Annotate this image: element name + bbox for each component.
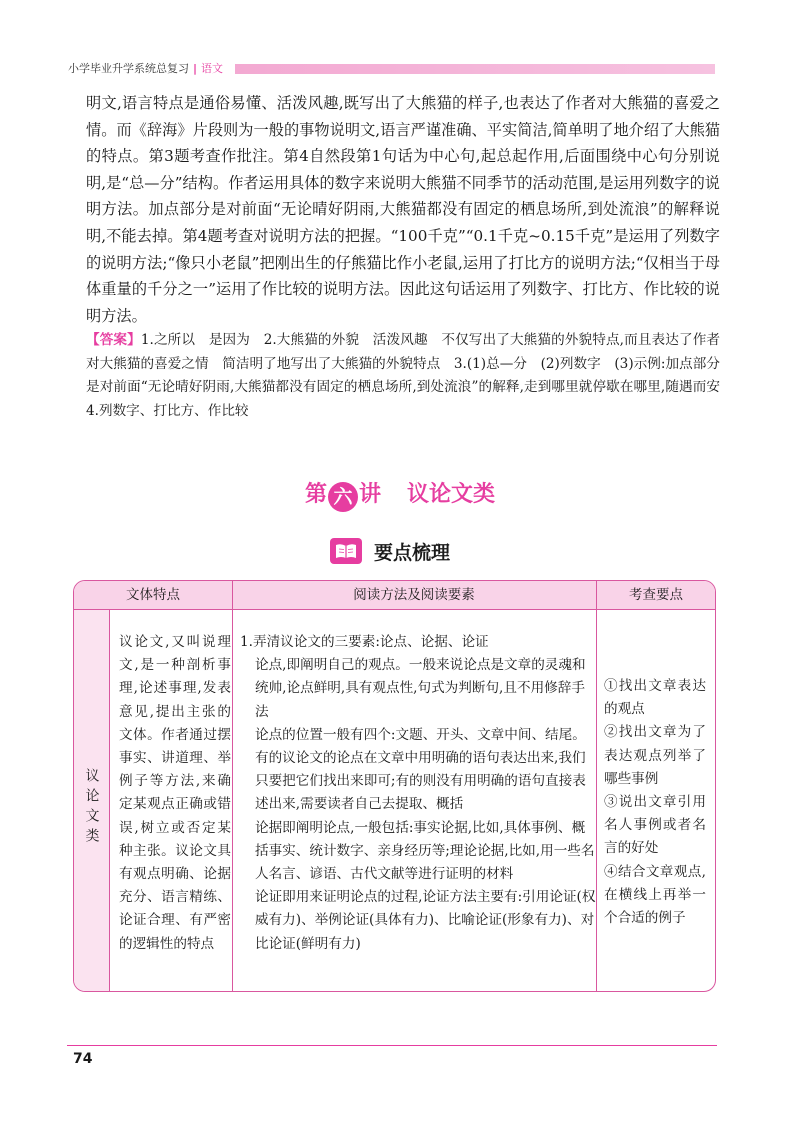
- page-number: 74: [73, 1051, 93, 1067]
- analysis-block: [86, 90, 734, 423]
- column-divider: [596, 581, 597, 991]
- method-paragraph: 论证即用来证明论点的过程,论证方法主要有:引用论证(权威有力)、举例论证(具体有力)、比喻论证(形象有力)、对比论证(鲜明有力): [255, 889, 596, 952]
- answer-paragraph: [86, 329, 734, 423]
- section-heading-text: 要点梳理: [374, 541, 451, 564]
- row-label: [74, 625, 109, 991]
- answer-text: 1.之所以 是因为 2.大熊猫的外貌 活泼风趣 不仅写出了大熊猫的外貌特点,而且表达了作者对大熊猫的喜爱之情 简洁明了地写出了大熊猫的外貌特点 3.(1)总—分 (2)列数字 (3)示例:加点部分是对前面“无论晴好阴雨,大熊猫都没有固定的栖息场所,到处流浪”的解释,走到哪里就停歇在哪里,随遇而安 4.列数字、打比方、作比较: [86, 332, 734, 419]
- key-points-cell: [604, 675, 706, 930]
- row-label-text: 议论文类: [83, 768, 100, 848]
- methods-cell: [240, 631, 596, 956]
- method-paragraph: 论点,即阐明自己的观点。一般来说论点是文章的灵魂和统帅,论点鲜明,具有观点性,句式为判断句,且不用修辞手法: [255, 657, 586, 720]
- method-title: 1.弄清议论文的三要素:论点、论据、论证: [240, 634, 489, 650]
- header-decorative-bar: [235, 64, 715, 74]
- column-divider: [232, 581, 233, 991]
- lecture-suffix: 讲: [358, 482, 381, 507]
- table-header-row: [74, 581, 715, 610]
- page-header: [0, 56, 800, 82]
- footer-divider: [67, 1045, 717, 1046]
- analysis-paragraph: 明文,语言特点是通俗易懂、活泼风趣,既写出了大熊猫的样子,也表达了作者对大熊猫的喜爱之情。而《辞海》片段则为一般的事物说明文,语言严谨准确、平实简洁,简单明了地介绍了大熊猫的特点。第3题考查作批注。第4自然段第1句话为中心句,起总起作用,后面围绕中心句分别说明,是“总—分”结构。作者运用具体的数字来说明大熊猫不同季节的活动范围,是运用列数字的说明方法。加点部分是对前面“无论晴好阴雨,大熊猫都没有固定的栖息场所,到处流浪”的解释说明,不能去掉。第4题考查对说明方法的把握。“100千克”“0.1千克~0.15千克”是运用了列数字的说明方法;“像只小老鼠”把刚出生的仔熊猫比作小老鼠,运用了打比方的说明方法;“仅相当于母体重量的千分之一”运用了作比较的说明方法。因此这句话运用了列数字、打比方、作比较的说明方法。: [86, 94, 720, 325]
- header-key-points: 考查要点: [629, 587, 683, 603]
- summary-table: [73, 580, 716, 992]
- header-text: [68, 60, 223, 76]
- header-features: 文体特点: [126, 587, 180, 603]
- open-book-icon: [330, 538, 362, 564]
- answer-tag: 【答案】: [86, 332, 141, 349]
- subject-label: 语文: [201, 62, 224, 75]
- header-methods: 阅读方法及阅读要素: [353, 587, 475, 603]
- lecture-prefix: 第: [304, 482, 327, 507]
- features-cell: 议论文,又叫说理文,是一种剖析事理,论述事理,发表意见,提出主张的文体。作者通过摆事实、讲道理、举例子等方法,来确定某观点正确或错误,树立或否定某种主张。议论文具有观点明确、论据充分、语言精练、论证合理、有严密的逻辑性的特点: [119, 634, 231, 952]
- key-point: ②找出文章为了表达观点列举了哪些事例: [604, 724, 706, 787]
- key-point: ③说出文章引用名人事例或者名言的好处: [604, 794, 706, 857]
- key-point: ①找出文章表达的观点: [604, 678, 706, 718]
- lecture-number-badge: 六: [328, 482, 358, 512]
- key-point: ④结合文章观点,在横线上再举一个合适的例子: [604, 863, 706, 927]
- method-paragraph: 论据即阐明论点,一般包括:事实论据,比如,具体事例、概括事实、统计数字、亲身经历等;理论论据,比如,用一些名人名言、谚语、古代文献等进行证明的材料: [255, 819, 595, 883]
- header-separator: |: [193, 62, 198, 75]
- section-heading: [330, 536, 450, 566]
- lecture-title: [0, 477, 800, 512]
- method-paragraph: 论点的位置一般有四个:文题、开头、文章中间、结尾。有的议论文的论点在文章中用明确的语句表达出来,我们只要把它们找出来即可;有的则没有用明确的语句直接表述出来,需要读者自己去提取、概括: [255, 726, 586, 813]
- book-title: 小学毕业升学系统总复习: [68, 62, 189, 75]
- lecture-topic: 议论文类: [407, 482, 496, 507]
